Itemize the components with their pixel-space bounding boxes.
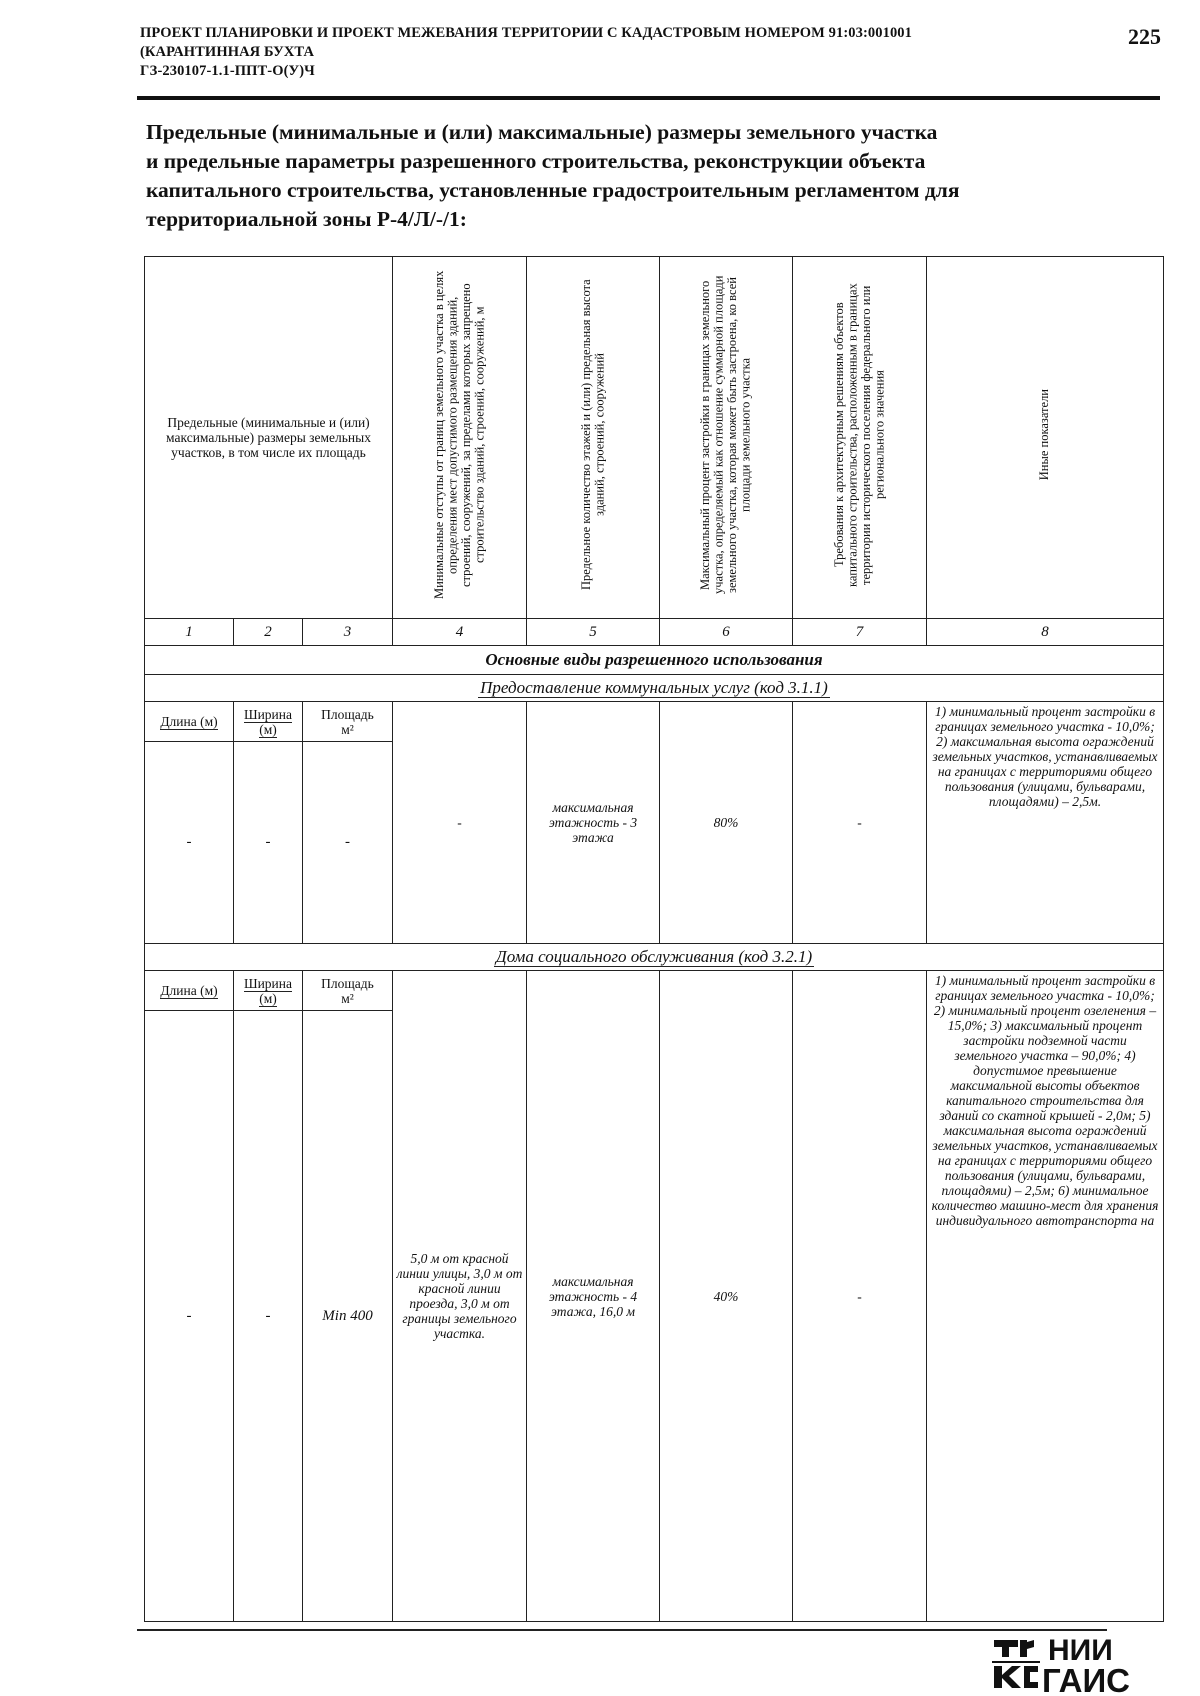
other-indicators: 1) минимальный процент застройки в границах земельного участка - 10,0%; 2) минимальный процент озеленения – 15,0%; 3) максимальный процент застройки подземной части земельного участка – 90,0%; 4) допустимое превышение максимальной высоты объектов капитального строительства для зданий со скатной крышей - 2,0м; 5) максимальная высота ограждений земельных участков, устанавливаемых на границах с территориями общего пользования (улицами, бульварами, площадями) – 2,5м; 6) минимальное количество машино-мест для хранения индивидуального автотранспорта на — [927, 971, 1164, 1622]
area-value: - — [303, 742, 393, 944]
section-row — [145, 646, 1164, 675]
length-value: - — [145, 1011, 234, 1622]
section-title — [146, 118, 1106, 234]
group-title-text: Дома социального обслуживания (код 3.2.1) — [495, 947, 813, 967]
col-number: 1 — [145, 619, 234, 646]
regulation-table — [144, 256, 1164, 1622]
coverage-value: 80% — [660, 701, 793, 943]
column-number-row — [145, 619, 1164, 646]
length-value: - — [145, 742, 234, 944]
group-title — [145, 944, 1164, 971]
area-label: Площадь м² — [303, 701, 393, 741]
col-number: 6 — [660, 619, 793, 646]
col-header-setbacks-text: Минимальные отступы от границ земельного участка в целях определения мест допустимого размещения зданий, строений, сооружений, за пределами которых запрещено строительство зданий, строений, сооружений, м — [431, 270, 486, 600]
group-title-row — [145, 675, 1164, 702]
setbacks-value: 5,0 м от красной линии улицы, 3,0 м от красной линии проезда, 3,0 м от границы земельного участка. — [393, 971, 527, 1622]
header-rule — [137, 96, 1160, 100]
page-number: 225 — [1128, 24, 1161, 49]
col-header-architecture — [793, 257, 927, 619]
width-label: Ширина (м) — [234, 701, 303, 741]
col-header-floors-text: Предельное количество этажей и (или) предельная высота зданий, строений, сооружений — [578, 279, 606, 591]
group-title-text: Предоставление коммунальных услуг (код 3.1.1) — [480, 678, 828, 698]
floors-value: максимальная этажность - 4 этажа, 16,0 м — [527, 971, 660, 1622]
column-header-row — [145, 257, 1164, 619]
width-label: Ширина (м) — [234, 971, 303, 1011]
col-number: 8 — [927, 619, 1164, 646]
col-number: 5 — [527, 619, 660, 646]
col-header-sizes: Предельные (минимальные и (или) максимальные) размеры земельных участков, в том числе их площадь — [145, 257, 393, 619]
width-value: - — [234, 742, 303, 944]
institute-logo — [990, 1634, 1180, 1696]
col-header-floors — [527, 257, 660, 619]
logo-bottom-text: ГАИС — [1042, 1662, 1131, 1696]
width-value: - — [234, 1011, 303, 1622]
col-number: 3 — [303, 619, 393, 646]
section-heading: Основные виды разрешенного использования — [145, 646, 1164, 675]
col-header-other-text: Иные показатели — [1037, 389, 1052, 481]
sub-label-row — [145, 971, 1164, 1011]
area-label: Площадь м² — [303, 971, 393, 1011]
document-header — [140, 24, 1080, 81]
architecture-value: - — [793, 701, 927, 943]
floors-value: максимальная этажность - 3 этажа — [527, 701, 660, 943]
title-line-2: и предельные параметры разрешенного строительства, реконструкции объекта — [146, 149, 926, 173]
architecture-value: - — [793, 971, 927, 1622]
group-title — [145, 675, 1164, 702]
col-number: 7 — [793, 619, 927, 646]
footer-rule — [137, 1629, 1107, 1631]
setbacks-value: - — [393, 701, 527, 943]
sub-label-row — [145, 701, 1164, 741]
col-header-coverage-text: Максимальный процент застройки в границах земельного участка, определяемый как отношение суммарной площади земельного участка, которая может быть застроена, ко всей площади земельного участка — [698, 275, 753, 595]
title-line-4: территориальной зоны Р-4/Л/-/1: — [146, 207, 467, 231]
length-label: Длина (м) — [145, 701, 234, 741]
group-title-row — [145, 944, 1164, 971]
other-indicators: 1) минимальный процент застройки в границах земельного участка - 10,0%; 2) максимальная высота ограждений земельных участков, устанавливаемых на границах с территориями общего пользования (улицами, бульварами, площадями) – 2,5м. — [927, 701, 1164, 943]
col-number: 2 — [234, 619, 303, 646]
area-value: Min 400 — [303, 1011, 393, 1622]
header-line-1: ПРОЕКТ ПЛАНИРОВКИ И ПРОЕКТ МЕЖЕВАНИЯ ТЕРРИТОРИИ С КАДАСТРОВЫМ НОМЕРОМ 91:03:001001 — [140, 25, 913, 41]
header-line-2: (КАРАНТИННАЯ БУХТА — [140, 44, 315, 60]
header-line-3: ГЗ-230107-1.1-ППТ-О(У)Ч — [140, 63, 315, 79]
logo-top-text: НИИ — [1048, 1634, 1113, 1667]
coverage-value: 40% — [660, 971, 793, 1622]
col-header-other — [927, 257, 1164, 619]
length-label: Длина (м) — [145, 971, 234, 1011]
col-header-coverage — [660, 257, 793, 619]
col-header-setbacks — [393, 257, 527, 619]
col-header-architecture-text: Требования к архитектурным решениям объектов капитального строительства, расположенным в границах территории исторического поселения федерального или регионального значения — [831, 283, 886, 587]
title-line-3: капитального строительства, установленные градостроительным регламентом для — [146, 178, 960, 202]
title-line-1: Предельные (минимальные и (или) максимальные) размеры земельного участка — [146, 120, 938, 144]
col-number: 4 — [393, 619, 527, 646]
